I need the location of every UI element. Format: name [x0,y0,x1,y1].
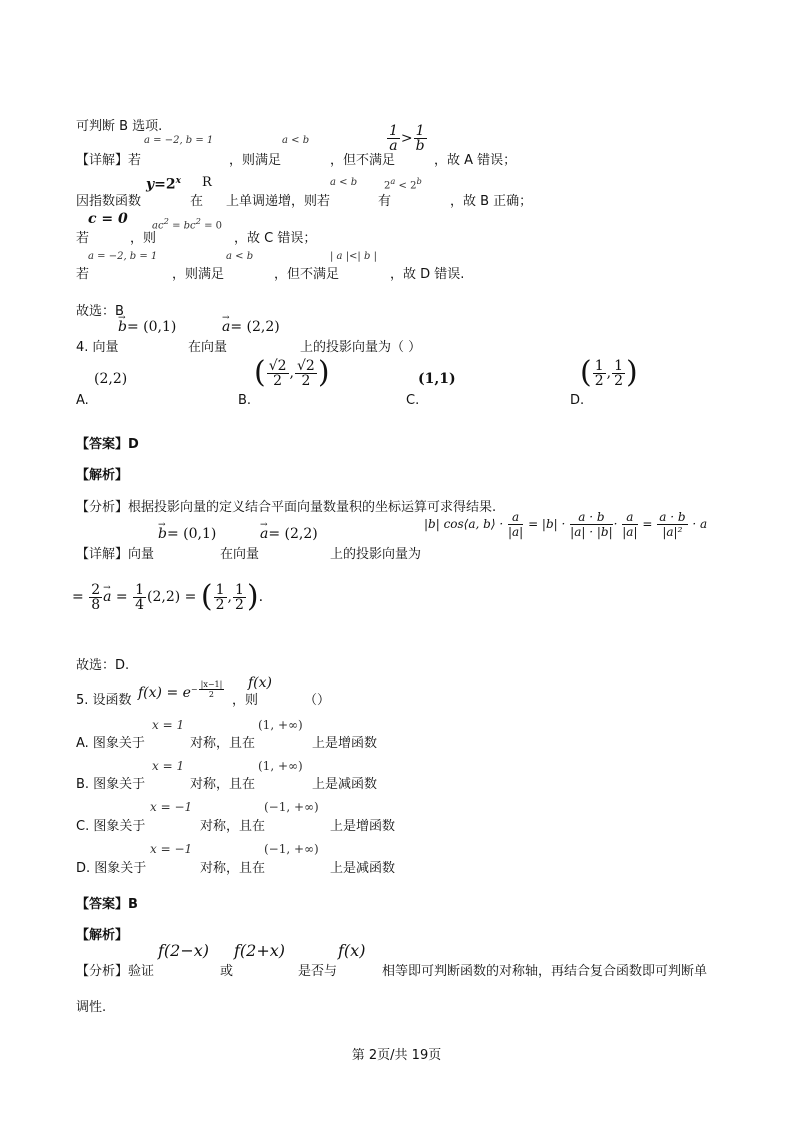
math-interval: (−1, +∞) [264,842,319,856]
frac-num: √2 [268,357,287,374]
math-axis: x = 1 [152,718,185,732]
math-f2mx: f(2−x) [158,941,210,960]
option-5a: A. 图象关于 [76,736,145,751]
text-line: 若 [76,267,90,282]
frac-den: 2 [301,372,311,389]
frac-den: 2 [594,372,604,389]
math-interval: (1, +∞) [258,718,303,732]
analysis-text: 【分析】根据投影向量的定义结合平面向量数量积的坐标运算可求得结果. [76,500,497,515]
text-line: 故选：D. [76,658,130,673]
text-line: 上是减函数 [312,777,378,792]
frac-den: b [415,138,425,154]
math-exponential: $y=2^x$ [146,176,181,193]
math-vector-a: → a= (2,2) [260,527,318,541]
text-line: 在向量 [188,340,228,355]
frac-num: 1 [594,357,604,374]
math-R: R [202,175,212,190]
math-ac2: $ac^2 = bc^2 = 0$ [152,216,223,232]
text-line: ，则满足 [229,153,282,168]
projection-formula: |b| cos⟨a, b⟩ · $\frac{a}{|a|}$ = |b| · $\frac{a \cdot b}{|a| \cdot |b|}$ · $\frac{a}{|a|}$ = $\frac{a \cdot b}{\text{|a|²}}$ · a [424,510,708,539]
math-fx: f(x) [338,941,366,960]
math-c0: c = 0 [88,211,128,227]
option-d-value: ( $\frac{1}{2}$ , $\frac{1}{2}$ ) [580,355,638,390]
frac-den: 2 [273,372,283,389]
text-line: （） [304,693,331,708]
text-line: 因指数函数 [76,194,142,209]
option-a-label: A. [76,393,89,408]
text-line: ，故 D 错误. [390,267,465,282]
text-line: 相等即可判断函数的对称轴，再结合复合函数即可判断单 [382,964,708,979]
analysis-label: 【解析】 [76,928,129,943]
question-4: 4. 向量 [76,340,119,355]
text-line: 可判断 B 选项. [76,119,163,134]
text-line: 上是减函数 [330,861,396,876]
frac-num: 1 [415,123,425,139]
option-c-value: (1,1) [418,371,456,387]
math-inequality: a < b [226,251,254,262]
text-line: 故选：B [76,304,124,319]
frac-den: 2 [614,372,624,389]
math-fx: f(x) [248,675,273,691]
math-vector-a: → a= (2,2) [222,320,280,334]
option-d-label: D. [570,393,585,408]
math-f2px: f(2+x) [234,941,286,960]
text-line: 若 [76,231,90,246]
text: 【详解】若 [76,153,142,168]
text-line: 对称，且在 [190,777,256,792]
detail-text: 【详解】向量 [76,547,155,562]
question-5: 5. 设函数 [76,693,132,708]
text-line: ，则 [130,231,157,246]
math-axis: x = −1 [150,842,193,856]
text-line: 或 [220,964,234,979]
math-interval: (−1, +∞) [264,800,319,814]
text-line: 上单调递增，则若 [226,194,331,209]
math-function-def: $f(x) = e^{- \frac{|x-1|}{2}}$ [138,680,223,702]
option-b-label: B. [238,393,252,408]
frac-num: 1 [389,123,398,139]
text-line: ，故 B 正确； [450,194,533,209]
frac-num: 1 [614,357,624,374]
option-a-value: (2,2) [94,371,128,387]
text-line: 上是增函数 [330,819,396,834]
frac-num: √2 [297,357,315,374]
analysis-label: 【解析】 [76,468,129,483]
math-axis: x = 1 [152,759,185,773]
text-line: 对称，且在 [190,736,256,751]
option-5b: B. 图象关于 [76,777,146,792]
text-line: ，但不满足 [330,153,396,168]
text-line: 上是增函数 [312,736,378,751]
analysis-text: 【分析】验证 [76,964,155,979]
text-line: 在向量 [220,547,260,562]
answer-label: 【答案】B [76,897,138,912]
math-inequality: a < b [282,135,310,146]
option-c-label: C. [406,393,420,408]
text-line: ，故 A 错误； [434,153,517,168]
answer-label: 【答案】D [76,437,139,452]
text-line: ，但不满足 [274,267,340,282]
text-line: ，则满足 [172,267,225,282]
text-line: 上的投影向量为 [330,547,422,562]
math-vector-b: → b= (0,1) [118,320,176,334]
text-line: 在 [190,194,204,209]
gt-sign: > [400,130,413,147]
math-inequality: a < b [330,177,358,188]
text-line: 上的投影向量为（ ） [300,340,422,355]
math-abs: | a |<| b | [330,251,377,262]
math-interval: (1, +∞) [258,759,303,773]
projection-result: = $\frac{2}{8}$ → a = $\frac{1}{4}$ (2,2) = ( $\frac{1}{2}$ , $\frac{1}{2}$ ). [72,582,263,612]
text-line: ，则 [232,693,259,708]
math-condition: a = −2, b = 1 [88,251,158,262]
option-5d: D. 图象关于 [76,861,147,876]
math-condition: a = −2, b = 1 [144,135,214,146]
option-b-value: ( $\frac{√2}{2}$ , $\frac{√2}{2}$ ) [254,355,330,390]
text-line: ，故 C 错误； [234,231,317,246]
text-line: 对称，且在 [200,819,266,834]
text-line: 是否与 [298,964,338,979]
math-axis: x = −1 [150,800,193,814]
math-fraction-inequality [386,124,428,153]
option-5c: C. 图象关于 [76,819,146,834]
math-vector-b: → b= (0,1) [158,527,216,541]
page-footer: 第 2页/共 19页 [351,1048,442,1063]
text-line [76,153,141,169]
text-line: 有 [378,194,392,209]
text-line: 调性. [76,1000,107,1015]
math-power-ineq: 2$^a$ < 2$^b$ [384,176,422,192]
frac-den: a [389,138,398,154]
text-line: 对称，且在 [200,861,266,876]
